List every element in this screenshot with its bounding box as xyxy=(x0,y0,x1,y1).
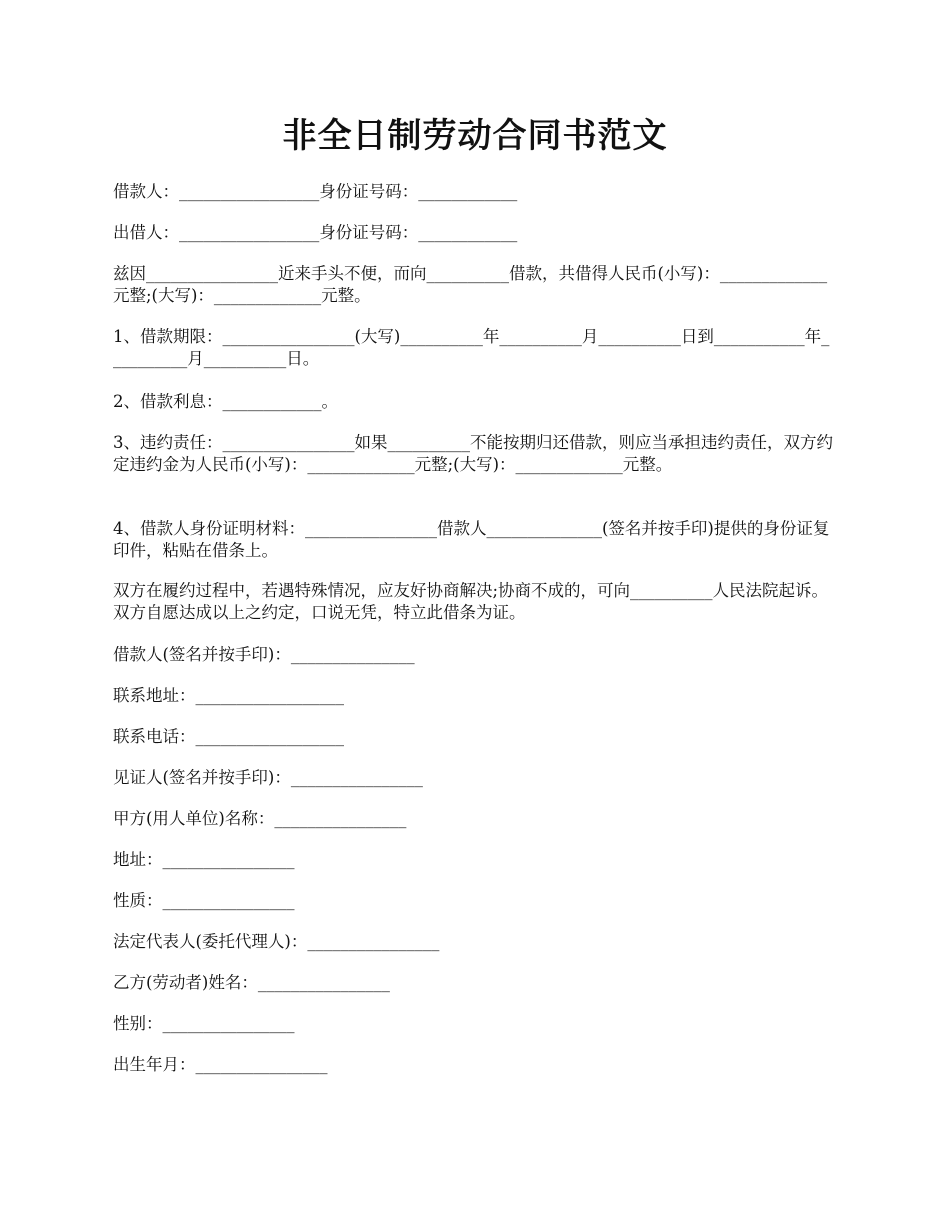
birth-date-line: 出生年月：________________ xyxy=(113,1055,328,1074)
document-title: 非全日制劳动合同书范文 xyxy=(282,116,668,156)
party-b-name-line: 乙方(劳动者)姓名：________________ xyxy=(113,973,390,992)
borrower-signature-line: 借款人(签名并按手印)：_______________ xyxy=(113,645,415,664)
loan-reason-paragraph: 兹因________________近来手头不便，而向__________借款，共借得人民币(小写)：_____________元整;(大写)：_____________元整。 xyxy=(113,264,828,305)
contact-address-line: 联系地址：__________________ xyxy=(113,686,344,705)
gender-line: 性别：________________ xyxy=(113,1014,295,1033)
nature-line: 性质：________________ xyxy=(113,891,295,910)
loan-term-clause: 1、借款期限：________________(大写)__________年__________月__________日到___________年__________月__________日。 xyxy=(113,327,830,368)
witness-signature-line: 见证人(签名并按手印)：________________ xyxy=(113,768,423,787)
breach-liability-clause: 3、违约责任：________________如果__________不能按期归还借款，则应当承担违约责任，双方约定违约金为人民币(小写)：_____________元整;(大写)：_____________元整。 xyxy=(113,433,833,474)
identity-proof-clause: 4、借款人身份证明材料：________________借款人______________(签名并按手印)提供的身份证复印件，粘贴在借条上。 xyxy=(113,519,830,560)
lender-line: 出借人：_________________身份证号码：____________ xyxy=(113,223,518,242)
party-a-name-line: 甲方(用人单位)名称：________________ xyxy=(113,809,407,828)
legal-representative-line: 法定代表人(委托代理人)：________________ xyxy=(113,932,440,951)
borrower-line: 借款人：_________________身份证号码：____________ xyxy=(113,182,518,201)
contact-phone-line: 联系电话：__________________ xyxy=(113,727,344,746)
address-line: 地址：________________ xyxy=(113,850,295,869)
dispute-resolution-paragraph: 双方在履约过程中，若遇特殊情况，应友好协商解决;协商不成的，可向__________人民法院起诉。双方自愿达成以上之约定，口说无凭，特立此借条为证。 xyxy=(113,581,829,622)
loan-interest-clause: 2、借款利息：____________。 xyxy=(113,392,338,411)
